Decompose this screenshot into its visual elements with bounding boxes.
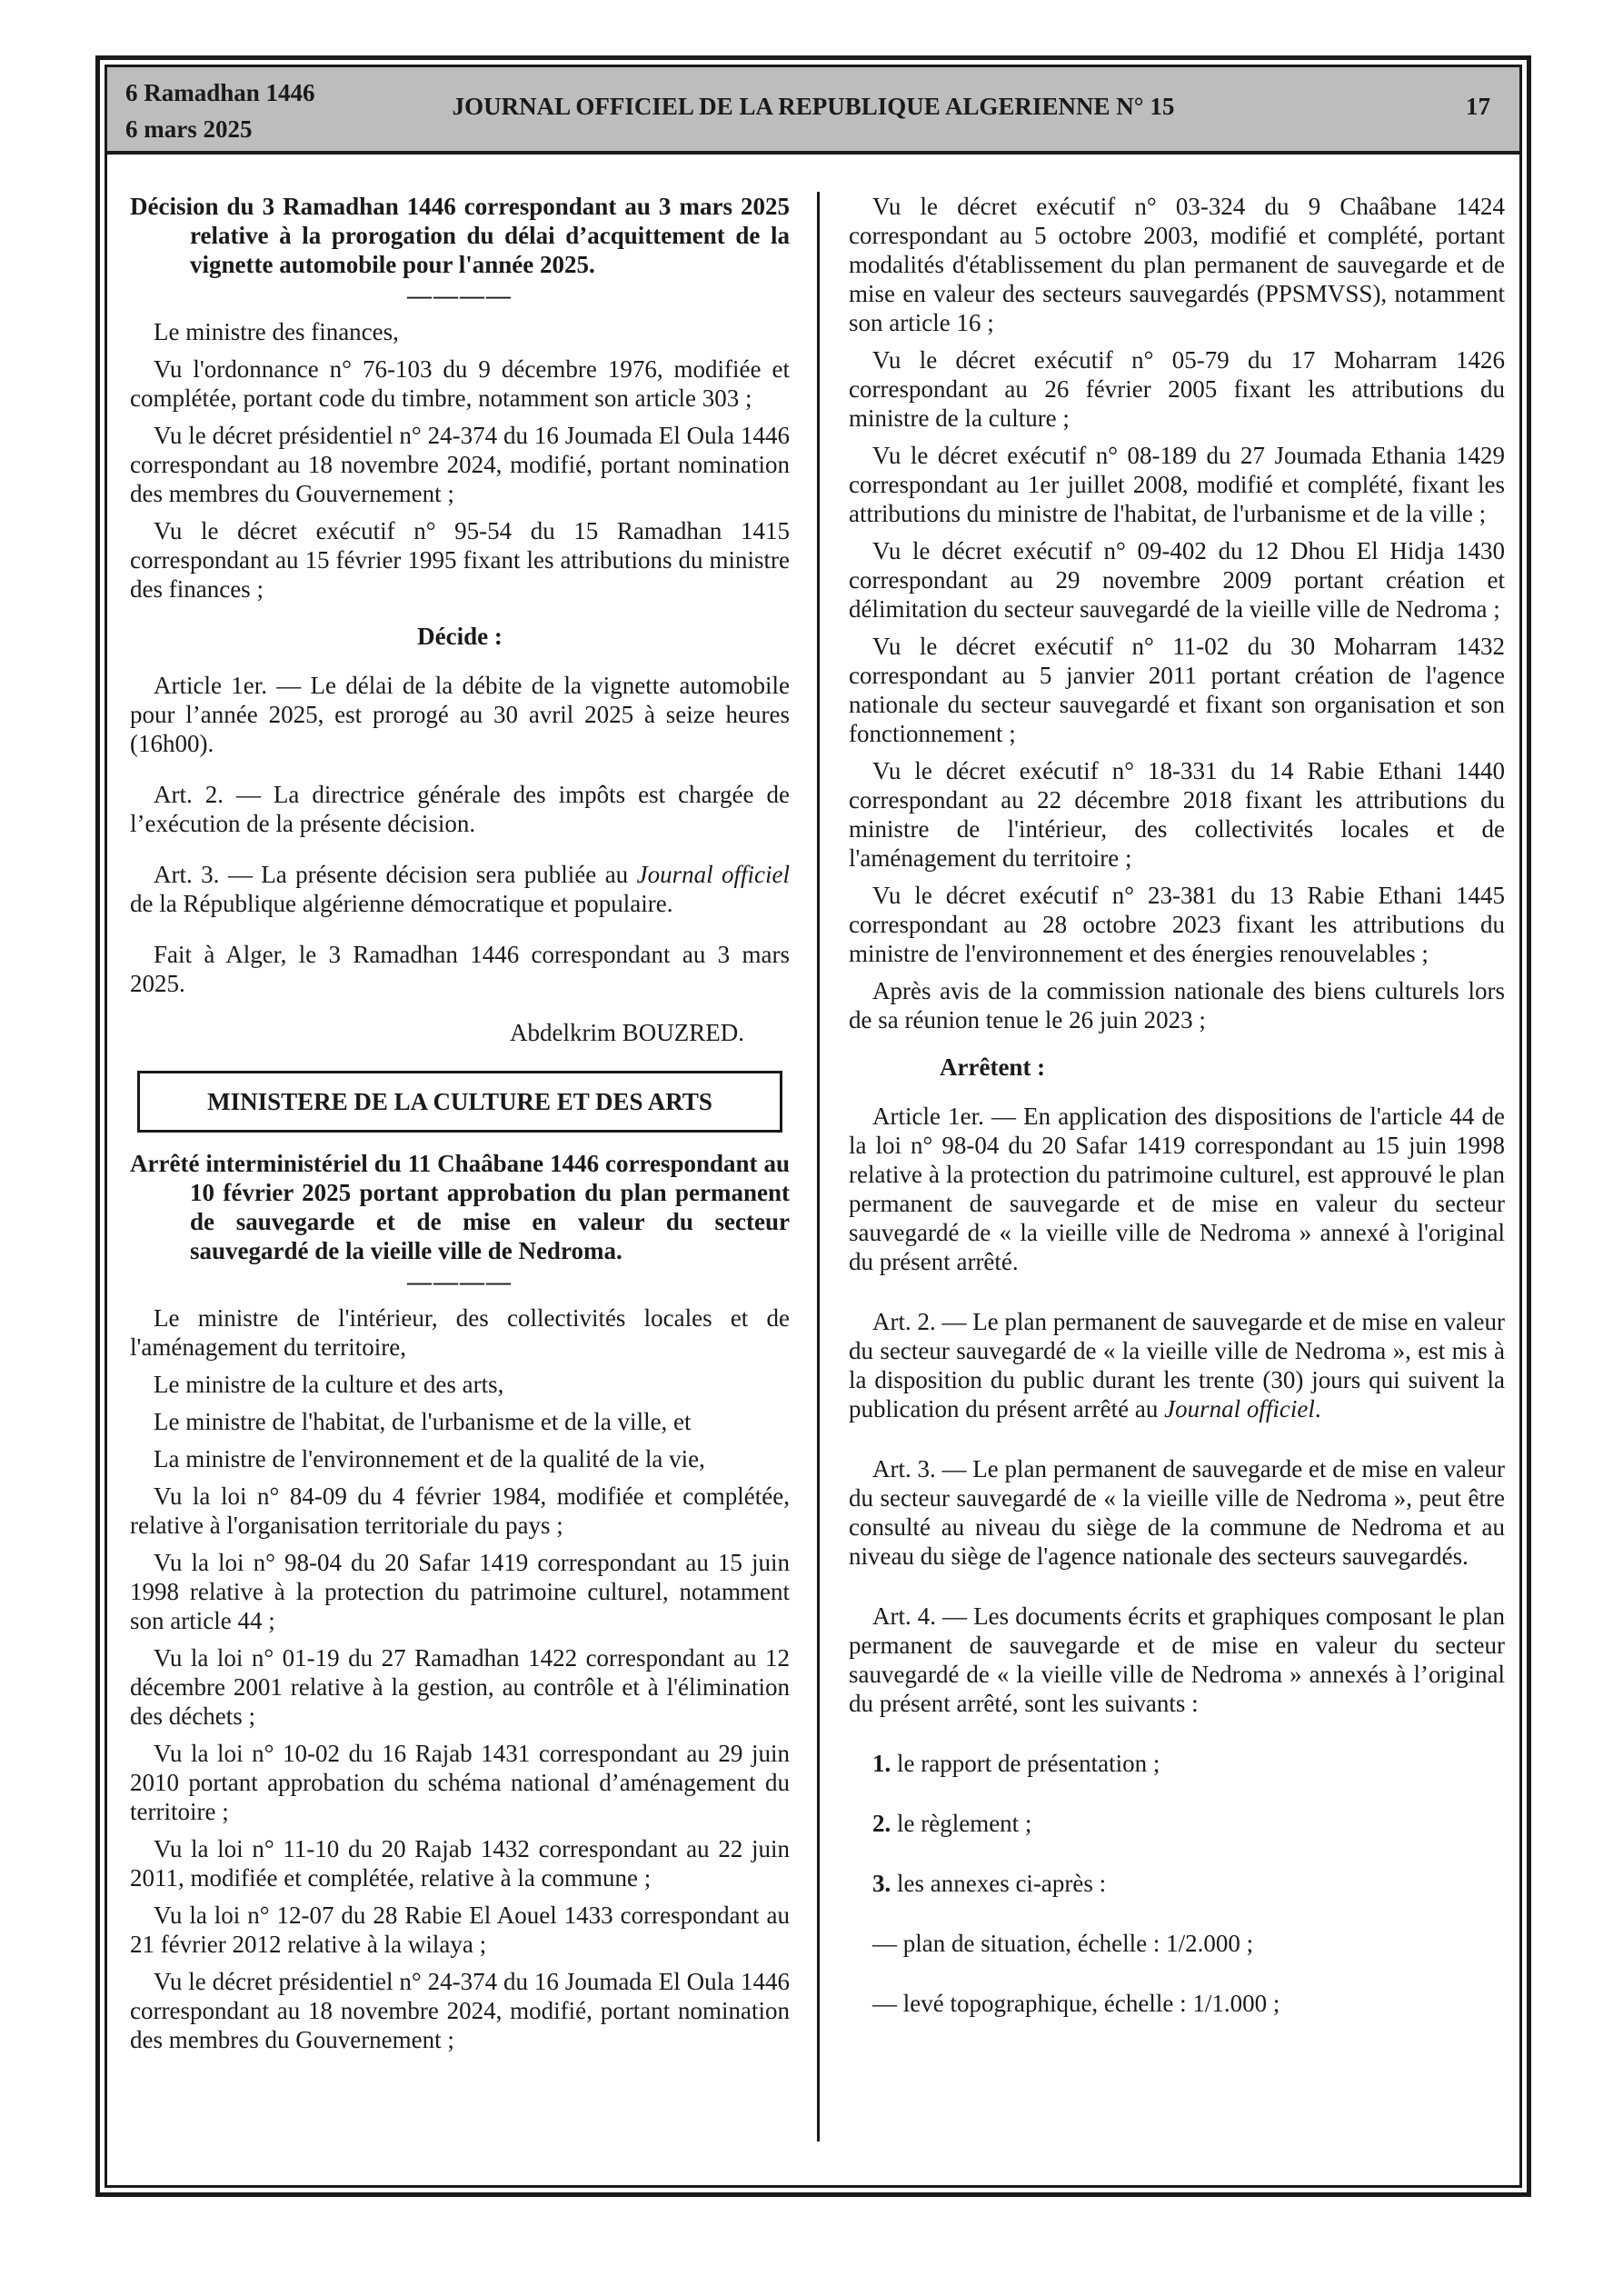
paragraph: Le ministre de la culture et des arts,: [154, 1371, 504, 1398]
paragraph: Le ministre de l'intérieur, des collectivités locales et de l'aménagement du territoire,: [130, 1304, 790, 1361]
list-item: [849, 1869, 1505, 1898]
list-text: le rapport de présentation ;: [891, 1750, 1160, 1777]
paragraph: Vu le décret exécutif n° 03-324 du 9 Chaâbane 1424 correspondant au 5 octobre 2003, modifié et complété, portant modalités d'établissement du plan permanent de sauvegarde et de mise en valeur des secteurs sauvegardés (PPSMVSS), notamment son article 16 ;: [849, 193, 1505, 336]
paragraph: Vu le décret exécutif n° 08-189 du 27 Joumada Ethania 1429 correspondant au 1er juillet 2008, modifié et complété, fixant les attributions du ministre de l'habitat, de l'urbanisme et de la ville ;: [849, 442, 1505, 527]
gregorian-date: 6 mars 2025: [125, 115, 253, 143]
list-number: 3.: [872, 1870, 891, 1897]
paragraph: Vu le décret exécutif n° 23-381 du 13 Rabie Ethani 1445 correspondant au 28 octobre 2023 fixant les attributions du ministre de l'environnement et des énergies renouvelables ;: [849, 882, 1505, 967]
paragraph: Le ministre des finances,: [154, 318, 399, 345]
paragraph: Vu la loi n° 01-19 du 27 Ramadhan 1422 correspondant au 12 décembre 2001 relative à la gestion, au contrôle et à l'élimination des déchets ;: [130, 1644, 790, 1730]
signature: Abdelkrim BOUZRED.: [510, 1019, 744, 1046]
list-item: [849, 1749, 1505, 1778]
journal-header: [107, 67, 1519, 155]
paragraph: Vu le décret exécutif n° 95-54 du 15 Ramadhan 1415 correspondant au 15 février 1995 fixant les attributions du ministre des finances ;: [130, 517, 790, 603]
article-3-text: Art. 3. — La présente décision sera publiée au: [154, 861, 637, 888]
ministry-box: MINISTERE DE LA CULTURE ET DES ARTS: [137, 1071, 782, 1133]
separator: ————: [407, 282, 513, 309]
article-2: Art. 2. — La directrice générale des impôts est chargée de l’exécution de la présente décision.: [130, 781, 790, 837]
paragraph: Vu le décret exécutif n° 18-331 du 14 Rabie Ethani 1440 correspondant au 22 décembre 2018 fixant les attributions du ministre de l'intérieur, des collectivités locales et de l'aménagement du territoire ;: [849, 757, 1505, 872]
arrete-title: Arrêté interministériel du 11 Chaâbane 1446 correspondant au 10 février 2025 portant approbation du plan permanent de sauvegarde et de mise en valeur du secteur sauvegardé de la vieille ville de Nedroma.: [130, 1150, 790, 1264]
separator: ————: [407, 1268, 513, 1295]
article-3: Art. 3. — Le plan permanent de sauvegarde et de mise en valeur du secteur sauvegardé de « la vieille ville de Nedroma », peut être consulté au niveau du siège de la commune de Nedroma et au niveau du siège de l'agence nationale des secteurs sauvegardés.: [849, 1455, 1505, 1570]
annex-item: — plan de situation, échelle : 1/2.000 ;: [872, 1930, 1254, 1957]
right-column: [849, 192, 1505, 2026]
list-number: 2.: [872, 1810, 891, 1837]
paragraph: Vu le décret exécutif n° 09-402 du 12 Dhou El Hidja 1430 correspondant au 29 novembre 2009 portant création et délimitation du secteur sauvegardé de la vieille ville de Nedroma ;: [849, 537, 1505, 623]
page-number: 17: [1466, 93, 1490, 120]
journal-title: JOURNAL OFFICIEL DE LA REPUBLIQUE ALGERIENNE N° 15: [452, 93, 1175, 120]
article-3: [130, 860, 790, 918]
journal-officiel-italic: Journal officiel: [1164, 1395, 1315, 1423]
paragraph: Après avis de la commission nationale des biens culturels lors de sa réunion tenue le 26 juin 2023 ;: [849, 977, 1505, 1033]
decide-heading: Décide :: [417, 623, 503, 650]
paragraph: Le ministre de l'habitat, de l'urbanisme et de la ville, et: [154, 1408, 692, 1435]
annex-item: — levé topographique, échelle : 1/1.000 ;: [872, 1990, 1280, 2017]
article-2: [849, 1307, 1505, 1423]
hijri-date: 6 Ramadhan 1446: [125, 79, 315, 106]
paragraph: Vu la loi n° 12-07 du 28 Rabie El Aouel 1433 correspondant au 21 février 2012 relative à la wilaya ;: [130, 1902, 790, 1958]
list-number: 1.: [872, 1750, 891, 1777]
list-item: [849, 1809, 1505, 1838]
article-3-text-end: de la République algérienne démocratique et populaire.: [130, 890, 673, 917]
paragraph: Vu la loi n° 84-09 du 4 février 1984, modifiée et complétée, relative à l'organisation territoriale du pays ;: [130, 1482, 790, 1539]
list-text: les annexes ci-après :: [891, 1870, 1107, 1897]
article-2-text: Art. 2. — Le plan permanent de sauvegarde et de mise en valeur du secteur sauvegardé de « la vieille ville de Nedroma », est mis à la disposition du public durant les trente (30) jours qui suivent la publication du présent arrêté au: [849, 1308, 1505, 1423]
arretent-heading: Arrêtent :: [940, 1053, 1046, 1081]
paragraph: Vu l'ordonnance n° 76-103 du 9 décembre 1976, modifiée et complétée, portant code du timbre, notamment son article 303 ;: [130, 355, 790, 412]
paragraph: Vu le décret présidentiel n° 24-374 du 16 Joumada El Oula 1446 correspondant au 18 novembre 2024, modifié, portant nomination des membres du Gouvernement ;: [130, 422, 790, 507]
left-column: [130, 192, 790, 2062]
paragraph: La ministre de l'environnement et de la qualité de la vie,: [154, 1445, 705, 1472]
paragraph: Vu la loi n° 10-02 du 16 Rajab 1431 correspondant au 29 juin 2010 portant approbation du schéma national d’aménagement du territoire ;: [130, 1740, 790, 1825]
paragraph: Vu le décret exécutif n° 05-79 du 17 Moharram 1426 correspondant au 26 février 2005 fixant les attributions du ministre de la culture ;: [849, 346, 1505, 432]
paragraph: Vu le décret présidentiel n° 24-374 du 16 Joumada El Oula 1446 correspondant au 18 novembre 2024, modifié, portant nomination des membres du Gouvernement ;: [130, 1968, 790, 2053]
paragraph: Vu la loi n° 98-04 du 20 Safar 1419 correspondant au 15 juin 1998 relative à la protection du patrimoine culturel, notamment son article 44 ;: [130, 1549, 790, 1634]
decision-title: Décision du 3 Ramadhan 1446 correspondant au 3 mars 2025 relative à la prorogation du délai d’acquittement de la vignette automobile pour l'année 2025.: [130, 193, 790, 278]
article-4: Art. 4. — Les documents écrits et graphiques composant le plan permanent de sauvegarde et de mise en valeur du secteur sauvegardé de « la vieille ville de Nedroma » annexés à l’original du présent arrêté, sont les suivants :: [849, 1602, 1505, 1717]
fait-a-alger: Fait à Alger, le 3 Ramadhan 1446 correspondant au 3 mars 2025.: [130, 941, 790, 997]
journal-officiel-italic: Journal officiel: [636, 861, 790, 888]
article-1: Article 1er. — En application des dispositions de l'article 44 de la loi n° 98-04 du 20 Safar 1419 correspondant au 15 juin 1998 relative à la protection du patrimoine culturel, est approuvé le plan permanent de sauvegarde et de mise en valeur du secteur sauvegardé de « la vieille ville de Nedroma » annexé à l'original du présent arrêté.: [849, 1103, 1505, 1275]
article-2-end: .: [1314, 1395, 1321, 1423]
list-text: le règlement ;: [891, 1810, 1032, 1837]
paragraph: Vu le décret exécutif n° 11-02 du 30 Moharram 1432 correspondant au 5 janvier 2011 portant création de l'agence nationale du secteur sauvegardé et fixant son organisation et son fonctionnement ;: [849, 633, 1505, 747]
article-1: Article 1er. — Le délai de la débite de la vignette automobile pour l’année 2025, est prorogé au 30 avril 2025 à seize heures (16h00).: [130, 672, 790, 757]
column-divider: [817, 192, 820, 2141]
paragraph: Vu la loi n° 11-10 du 20 Rajab 1432 correspondant au 22 juin 2011, modifiée et complétée, relative à la commune ;: [130, 1835, 790, 1892]
